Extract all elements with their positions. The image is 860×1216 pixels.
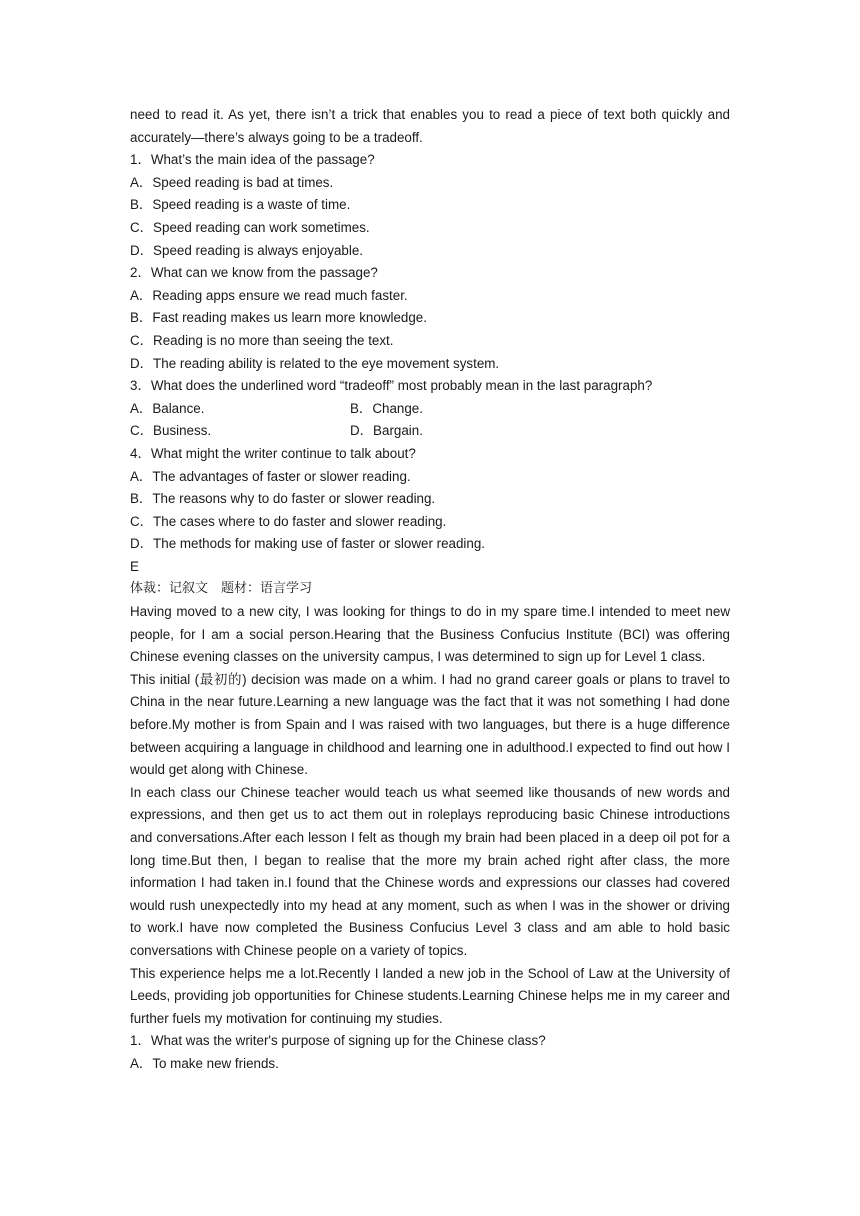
option-row [130, 420, 730, 443]
option: D．The methods for making use of faster or slower reading. [130, 536, 486, 552]
question-3: 3．What does the underlined word “tradeoff” most probably mean in the last paragraph? [130, 378, 653, 394]
question-1: 1．What’s the main idea of the passage? [130, 152, 375, 168]
question-1: 1．What was the writer's purpose of signing up for the Chinese class? [130, 1033, 546, 1049]
option-row [130, 398, 730, 421]
option: A．To make new friends. [130, 1055, 279, 1071]
document-page [130, 104, 730, 1076]
option: C．The cases where to do faster and slower reading. [130, 513, 447, 529]
option: D．Bargain. [350, 423, 423, 439]
option: A．Speed reading is bad at times. [130, 174, 334, 190]
section-label: E [130, 558, 139, 574]
passage-paragraph: This experience helps me a lot.Recently I landed a new job in the School of Law at the University of Leeds, providing job opportunities for Chinese students.Learning Chinese helps me in my career and further fuels my motivation for continuing my studies. [130, 965, 730, 1026]
option: A．Reading apps ensure we read much faster. [130, 287, 408, 303]
intro-paragraph: need to read it. As yet, there isn’t a trick that enables you to read a piece of text both quickly and accurately—there’s always going to be a tradeoff. [130, 107, 730, 145]
option: A．The advantages of faster or slower reading. [130, 468, 411, 484]
option: B．Change. [350, 400, 423, 416]
option: C．Reading is no more than seeing the text. [130, 332, 394, 348]
option: B．The reasons why to do faster or slower reading. [130, 491, 436, 507]
option: C．Business. [130, 423, 212, 439]
question-4: 4．What might the writer continue to talk about? [130, 445, 416, 461]
genre-line: 体裁：记叙文 题材：语言学习 [130, 581, 313, 597]
question-2: 2．What can we know from the passage? [130, 265, 378, 281]
passage-paragraph: In each class our Chinese teacher would teach us what seemed like thousands of new words and expressions, and then get us to act them out in roleplays reproducing basic Chinese introductions and conversations.After each lesson I felt as though my brain had been placed in a deep oil pot for a long time.But then, I began to realise that the more my brain ached right after class, the more information I had taken in.I found that the Chinese words and expressions our classes had covered would rush unexpectedly into my head at any moment, such as when I was in the shower or driving to work.I have now completed the Business Confucius Level 3 class and am able to hold basic conversations with Chinese people on a variety of topics. [130, 784, 730, 958]
option: B．Fast reading makes us learn more knowledge. [130, 310, 427, 326]
option: C．Speed reading can work sometimes. [130, 219, 370, 235]
option: A．Balance. [130, 400, 205, 416]
passage-paragraph: Having moved to a new city, I was looking for things to do in my spare time.I intended to meet new people, for I am a social person.Hearing that the Business Confucius Institute (BCI) was offering Chinese evening classes on the university campus, I was determined to sign up for Level 1 class. [130, 604, 730, 665]
option: D．The reading ability is related to the eye movement system. [130, 355, 500, 371]
option: D．Speed reading is always enjoyable. [130, 242, 363, 258]
passage-paragraph: This initial (最初的) decision was made on a whim. I had no grand career goals or plans to travel to China in the near future.Learning a new language was the fact that it was not something I had done before.My mother is from Spain and I was raised with two languages, but there is a huge difference between acquiring a language in childhood and learning one in adulthood.I expected to find out how I would get along with Chinese. [130, 671, 730, 778]
option: B．Speed reading is a waste of time. [130, 197, 351, 213]
